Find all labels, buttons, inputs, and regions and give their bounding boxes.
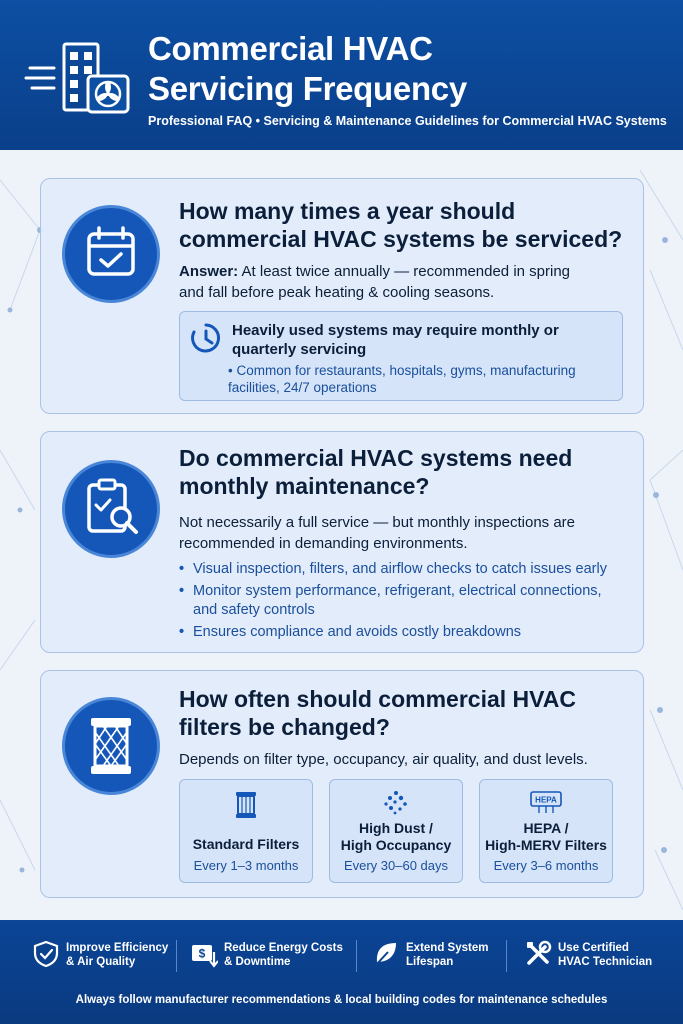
leaf-icon [372, 940, 400, 968]
clipboard-magnifier-icon [62, 460, 160, 558]
faq-answer: Depends on filter type, occupancy, air quality, and dust levels. [179, 751, 588, 768]
faq-card-filter-changes [40, 670, 644, 898]
faq-card-monthly-maintenance [40, 431, 644, 653]
building-fan-icon [24, 38, 134, 118]
footer-note: Always follow manufacturer recommendations & local building codes for maintenance schedules [75, 994, 608, 1006]
page-subtitle: Professional FAQ • Servicing & Maintenance Guidelines for Commercial HVAC Systems [148, 114, 667, 128]
shield-check-icon [32, 940, 60, 968]
faq-question: How many times a year should commercial HVAC systems be serviced? [179, 198, 623, 252]
tools-icon [524, 940, 552, 968]
filter-tile-standard [179, 779, 313, 883]
filter-name: High Dust / High Occupancy [340, 820, 452, 853]
page-title-line-2: Servicing Frequency [148, 70, 467, 107]
filter-name: Standard Filters [192, 836, 300, 852]
page-title-line-1: Commercial HVAC [148, 30, 433, 67]
filter-frequency: Every 30–60 days [343, 858, 449, 873]
faq-question: Do commercial HVAC systems need monthly maintenance? [179, 445, 573, 499]
note-detail: • Common for restaurants, hospitals, gyms, manufacturing facilities, 24/7 operations [228, 363, 576, 395]
filter-tile-high-dust [329, 779, 463, 883]
filter-frequency: Every 1–3 months [193, 858, 299, 873]
footer-divider [506, 940, 507, 972]
dust-particles-icon [381, 790, 411, 816]
standard-filter-icon [233, 790, 259, 820]
maintenance-bullet-list [179, 560, 607, 645]
faq-answer: Answer: At least twice annually — recommended in spring and fall before peak heating & cooling seasons. [179, 263, 571, 301]
list-item: • Ensures compliance and avoids costly breakdowns [179, 623, 607, 642]
faq-question: How often should commercial HVAC filters be changed? [179, 686, 577, 740]
filter-frequency: Every 3–6 months [493, 858, 599, 873]
faq-card-service-frequency [40, 178, 644, 414]
svg-text:$: $ [198, 946, 206, 961]
footer-divider [176, 940, 177, 972]
filter-tile-hepa [479, 779, 613, 883]
footer-banner: Improve Efficiency & Air Quality $ Reduce Energy Costs & Downtime Extend System Lifespan Use Certified HVAC Technician Always follow manufacturer recommendations & local building codes for maintenance schedules [0, 920, 683, 1024]
footer-divider [356, 940, 357, 972]
header-banner [0, 0, 683, 150]
calendar-check-icon [62, 205, 160, 303]
hepa-filter-icon [529, 790, 563, 816]
faq-answer: Not necessarily a full service — but monthly inspections are recommended in demanding environments. [179, 514, 576, 552]
note-title: Heavily used systems may require monthly or quarterly servicing [232, 322, 559, 358]
air-filter-icon [62, 697, 160, 795]
dollar-down-icon [190, 940, 218, 968]
list-item: • Visual inspection, filters, and airflow checks to catch issues early [179, 560, 607, 579]
filter-name: HEPA / High-MERV Filters [485, 820, 607, 853]
note-heavy-use [179, 311, 623, 401]
svg-text:HEPA: HEPA [535, 795, 557, 805]
list-item: • Monitor system performance, refrigerant, electrical connections, and safety controls [179, 582, 607, 620]
clock-icon [188, 320, 224, 356]
